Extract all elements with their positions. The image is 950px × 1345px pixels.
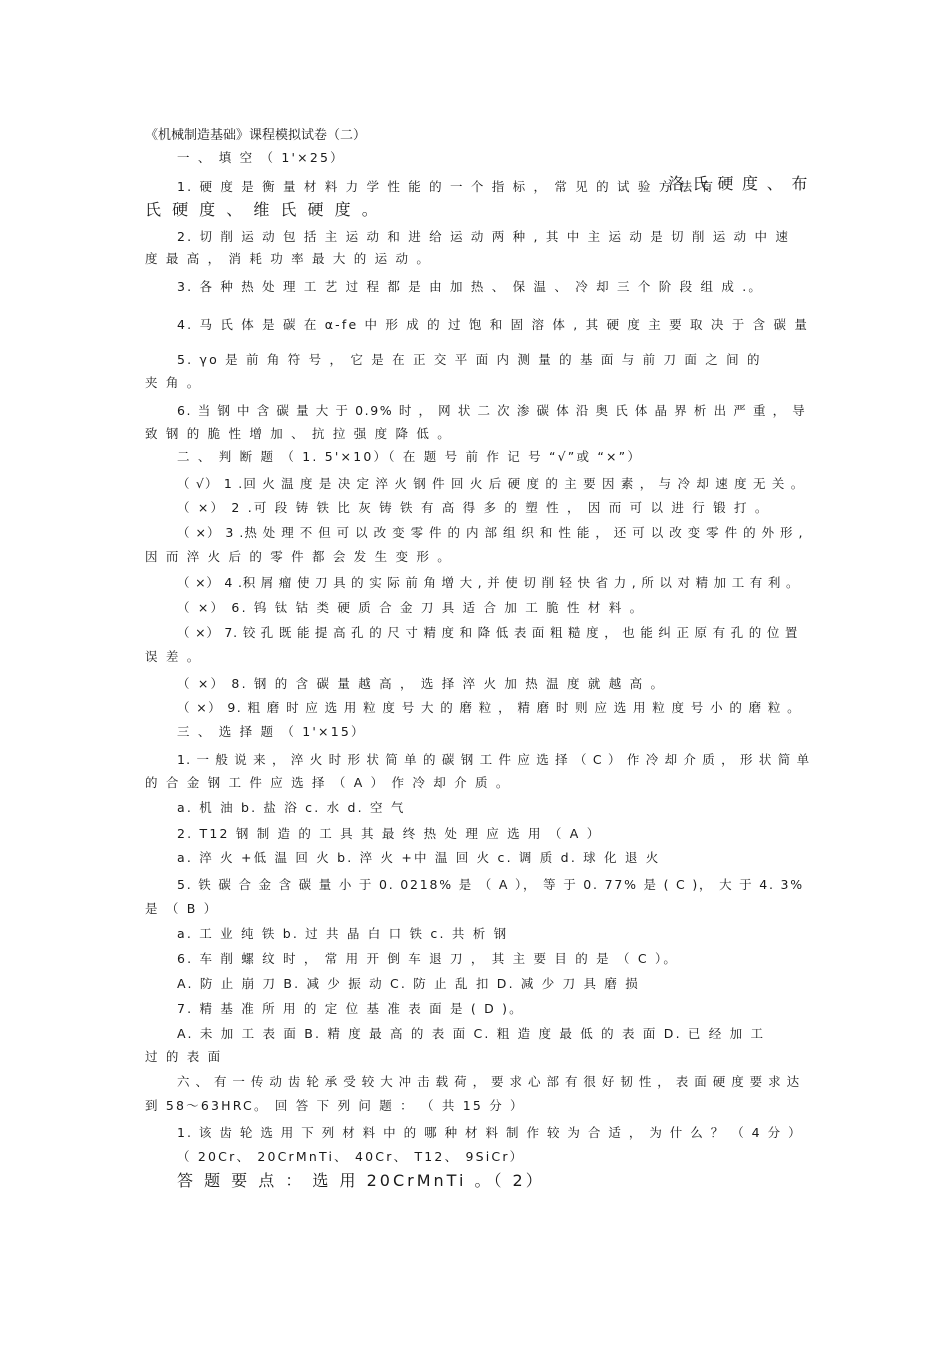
question-line: 1. 该 齿 轮 选 用 下 列 材 料 中 的 哪 种 材 料 制 作 较 为 合 适 ， 为 什 么 ？ （ 4 分 ）	[177, 1125, 803, 1140]
question-line: 2. T12 钢 制 造 的 工 具 其 最 终 热 处 理 应 选 用 （ A ）	[177, 826, 602, 841]
options-line: a. 淬 火 +低 温 回 火 b. 淬 火 +中 温 回 火 c. 调 质 d. 球 化 退 火	[177, 850, 661, 865]
doc-title: 《机械制造基础》课程模拟试卷（二）	[145, 128, 367, 143]
question-line: 致 钢 的 脆 性 增 加 、 抗 拉 强 度 降 低 。	[145, 426, 452, 441]
question-line: 的 合 金 钢 工 件 应 选 择 （ A ） 作 冷 却 介 质 。	[145, 775, 511, 790]
materials-line: （ 20Cr、 20CrMnTi、 40Cr、 T12、 9SiCr）	[177, 1149, 525, 1164]
question-line: 3. 各 种 热 处 理 工 艺 过 程 都 是 由 加 热 、 保 温 、 冷 却 三 个 阶 段 组 成 .。	[177, 279, 764, 294]
question-line: （ ×） 7. 铰 孔 既 能 提 高 孔 的 尺 寸 精 度 和 降 低 表 面 粗 糙 度 ， 也 能 纠 正 原 有 孔 的 位 置	[177, 625, 799, 640]
question-line: 6. 当 钢 中 含 碳 量 大 于 0.9% 时 ， 网 状 二 次 渗 碳 体 沿 奥 氏 体 晶 界 析 出 严 重 ， 导	[177, 403, 807, 418]
section-heading-fill-blank: 一 、 填 空 （ 1'×25）	[177, 150, 345, 165]
question-line: 7. 精 基 准 所 用 的 定 位 基 准 表 面 是 ( D )。	[177, 1001, 524, 1016]
question-line: （ ×） 4 .积 屑 瘤 使 刀 具 的 实 际 前 角 增 大 , 并 使 切 削 轻 快 省 力 , 所 以 对 精 加 工 有 利 。	[177, 575, 800, 590]
question-line: （ ×） 2 .可 段 铸 铁 比 灰 铸 铁 有 高 得 多 的 塑 性 ， 因 而 可 以 进 行 锻 打 。	[177, 500, 770, 515]
question-line: 2. 切 削 运 动 包 括 主 运 动 和 进 给 运 动 两 种 , 其 中 主 运 动 是 切 削 运 动 中 速	[177, 229, 791, 244]
question-line: 5. γo 是 前 角 符 号 ， 它 是 在 正 交 平 面 内 测 量 的 基 面 与 前 刀 面 之 间 的	[177, 352, 762, 367]
options-line: a. 机 油 b. 盐 浴 c. 水 d. 空 气	[177, 800, 406, 815]
question-line: （ ×） 3 .热 处 理 不 但 可 以 改 变 零 件 的 内 部 组 织 和 性 能 ， 还 可 以 改 变 零 件 的 外 形 ,	[177, 525, 804, 540]
answer-key-line: 答 题 要 点 ： 选 用 20CrMnTi 。（ 2）	[177, 1171, 545, 1190]
question-line: 误 差 。	[145, 649, 202, 664]
question-line: （ ×） 6. 钨 钛 钴 类 硬 质 合 金 刀 具 适 合 加 工 脆 性 材 料 。	[177, 600, 645, 615]
question-line: 氏 硬 度 、 维 氏 硬 度 。	[145, 200, 381, 219]
options-line: 过 的 表 面	[145, 1049, 223, 1064]
options-line: a. 工 业 纯 铁 b. 过 共 晶 白 口 铁 c. 共 析 钢	[177, 926, 509, 941]
question-line: 6. 车 削 螺 纹 时 ， 常 用 开 倒 车 退 刀 ， 其 主 要 目 的 是 （ C ）。	[177, 951, 679, 966]
question-line: 5. 铁 碳 合 金 含 碳 量 小 于 0. 0218% 是 （ A ）， 等 于 0. 77% 是 ( C )， 大 于 4. 3%	[177, 877, 804, 892]
question-line: 因 而 淬 火 后 的 零 件 都 会 发 生 变 形 。	[145, 549, 452, 564]
section-heading-problem: 六 、 有 一 传 动 齿 轮 承 受 较 大 冲 击 载 荷 ， 要 求 心 部 有 很 好 韧 性 ， 表 面 硬 度 要 求 达	[177, 1074, 801, 1089]
options-line: A. 防 止 崩 刀 B. 减 少 振 动 C. 防 止 乱 扣 D. 减 少 刀 具 磨 损	[177, 976, 640, 991]
question-line: 夹 角 。	[145, 375, 202, 390]
question-line: （ ×） 9. 粗 磨 时 应 选 用 粒 度 号 大 的 磨 粒 ， 精 磨 时 则 应 选 用 粒 度 号 小 的 磨 粒 。	[177, 700, 802, 715]
options-line: A. 未 加 工 表 面 B. 精 度 最 高 的 表 面 C. 粗 造 度 最 低 的 表 面 D. 已 经 加 工	[177, 1026, 766, 1041]
question-line: （ √） 1 .回 火 温 度 是 决 定 淬 火 钢 件 回 火 后 硬 度 的 主 要 因 素 ， 与 冷 却 速 度 无 关 。	[177, 476, 805, 491]
question-line: 是 （ B ）	[145, 901, 219, 916]
question-line: 4. 马 氏 体 是 碳 在 α-fe 中 形 成 的 过 饱 和 固 溶 体 , 其 硬 度 主 要 取 决 于 含 碳 量	[177, 317, 810, 332]
question-line: 度 最 高 ， 消 耗 功 率 最 大 的 运 动 。	[145, 251, 432, 266]
question-line: （ ×） 8. 钢 的 含 碳 量 越 高 ， 选 择 淬 火 加 热 温 度 就 越 高 。	[177, 676, 666, 691]
question-line: 1. 一 般 说 来 ， 淬 火 时 形 状 简 单 的 碳 钢 工 件 应 选 择 （ C ） 作 冷 却 介 质 ， 形 状 简 单	[177, 752, 811, 767]
section-heading-choice: 三 、 选 择 题 （ 1'×15）	[177, 724, 366, 739]
question-line: 1. 硬 度 是 衡 量 材 料 力 学 性 能 的 一 个 指 标 ， 常 见 的 试 验 方 法 有	[177, 179, 716, 194]
question-line: 到 58～63HRC。 回 答 下 列 问 题 ： （ 共 15 分 ）	[145, 1098, 525, 1113]
answer-text: 洛 氏 硬 度 、 布	[668, 174, 810, 193]
section-heading-judgment: 二 、 判 断 题 （ 1. 5'×10）（ 在 题 号 前 作 记 号 “√”或 “×”）	[177, 449, 643, 464]
